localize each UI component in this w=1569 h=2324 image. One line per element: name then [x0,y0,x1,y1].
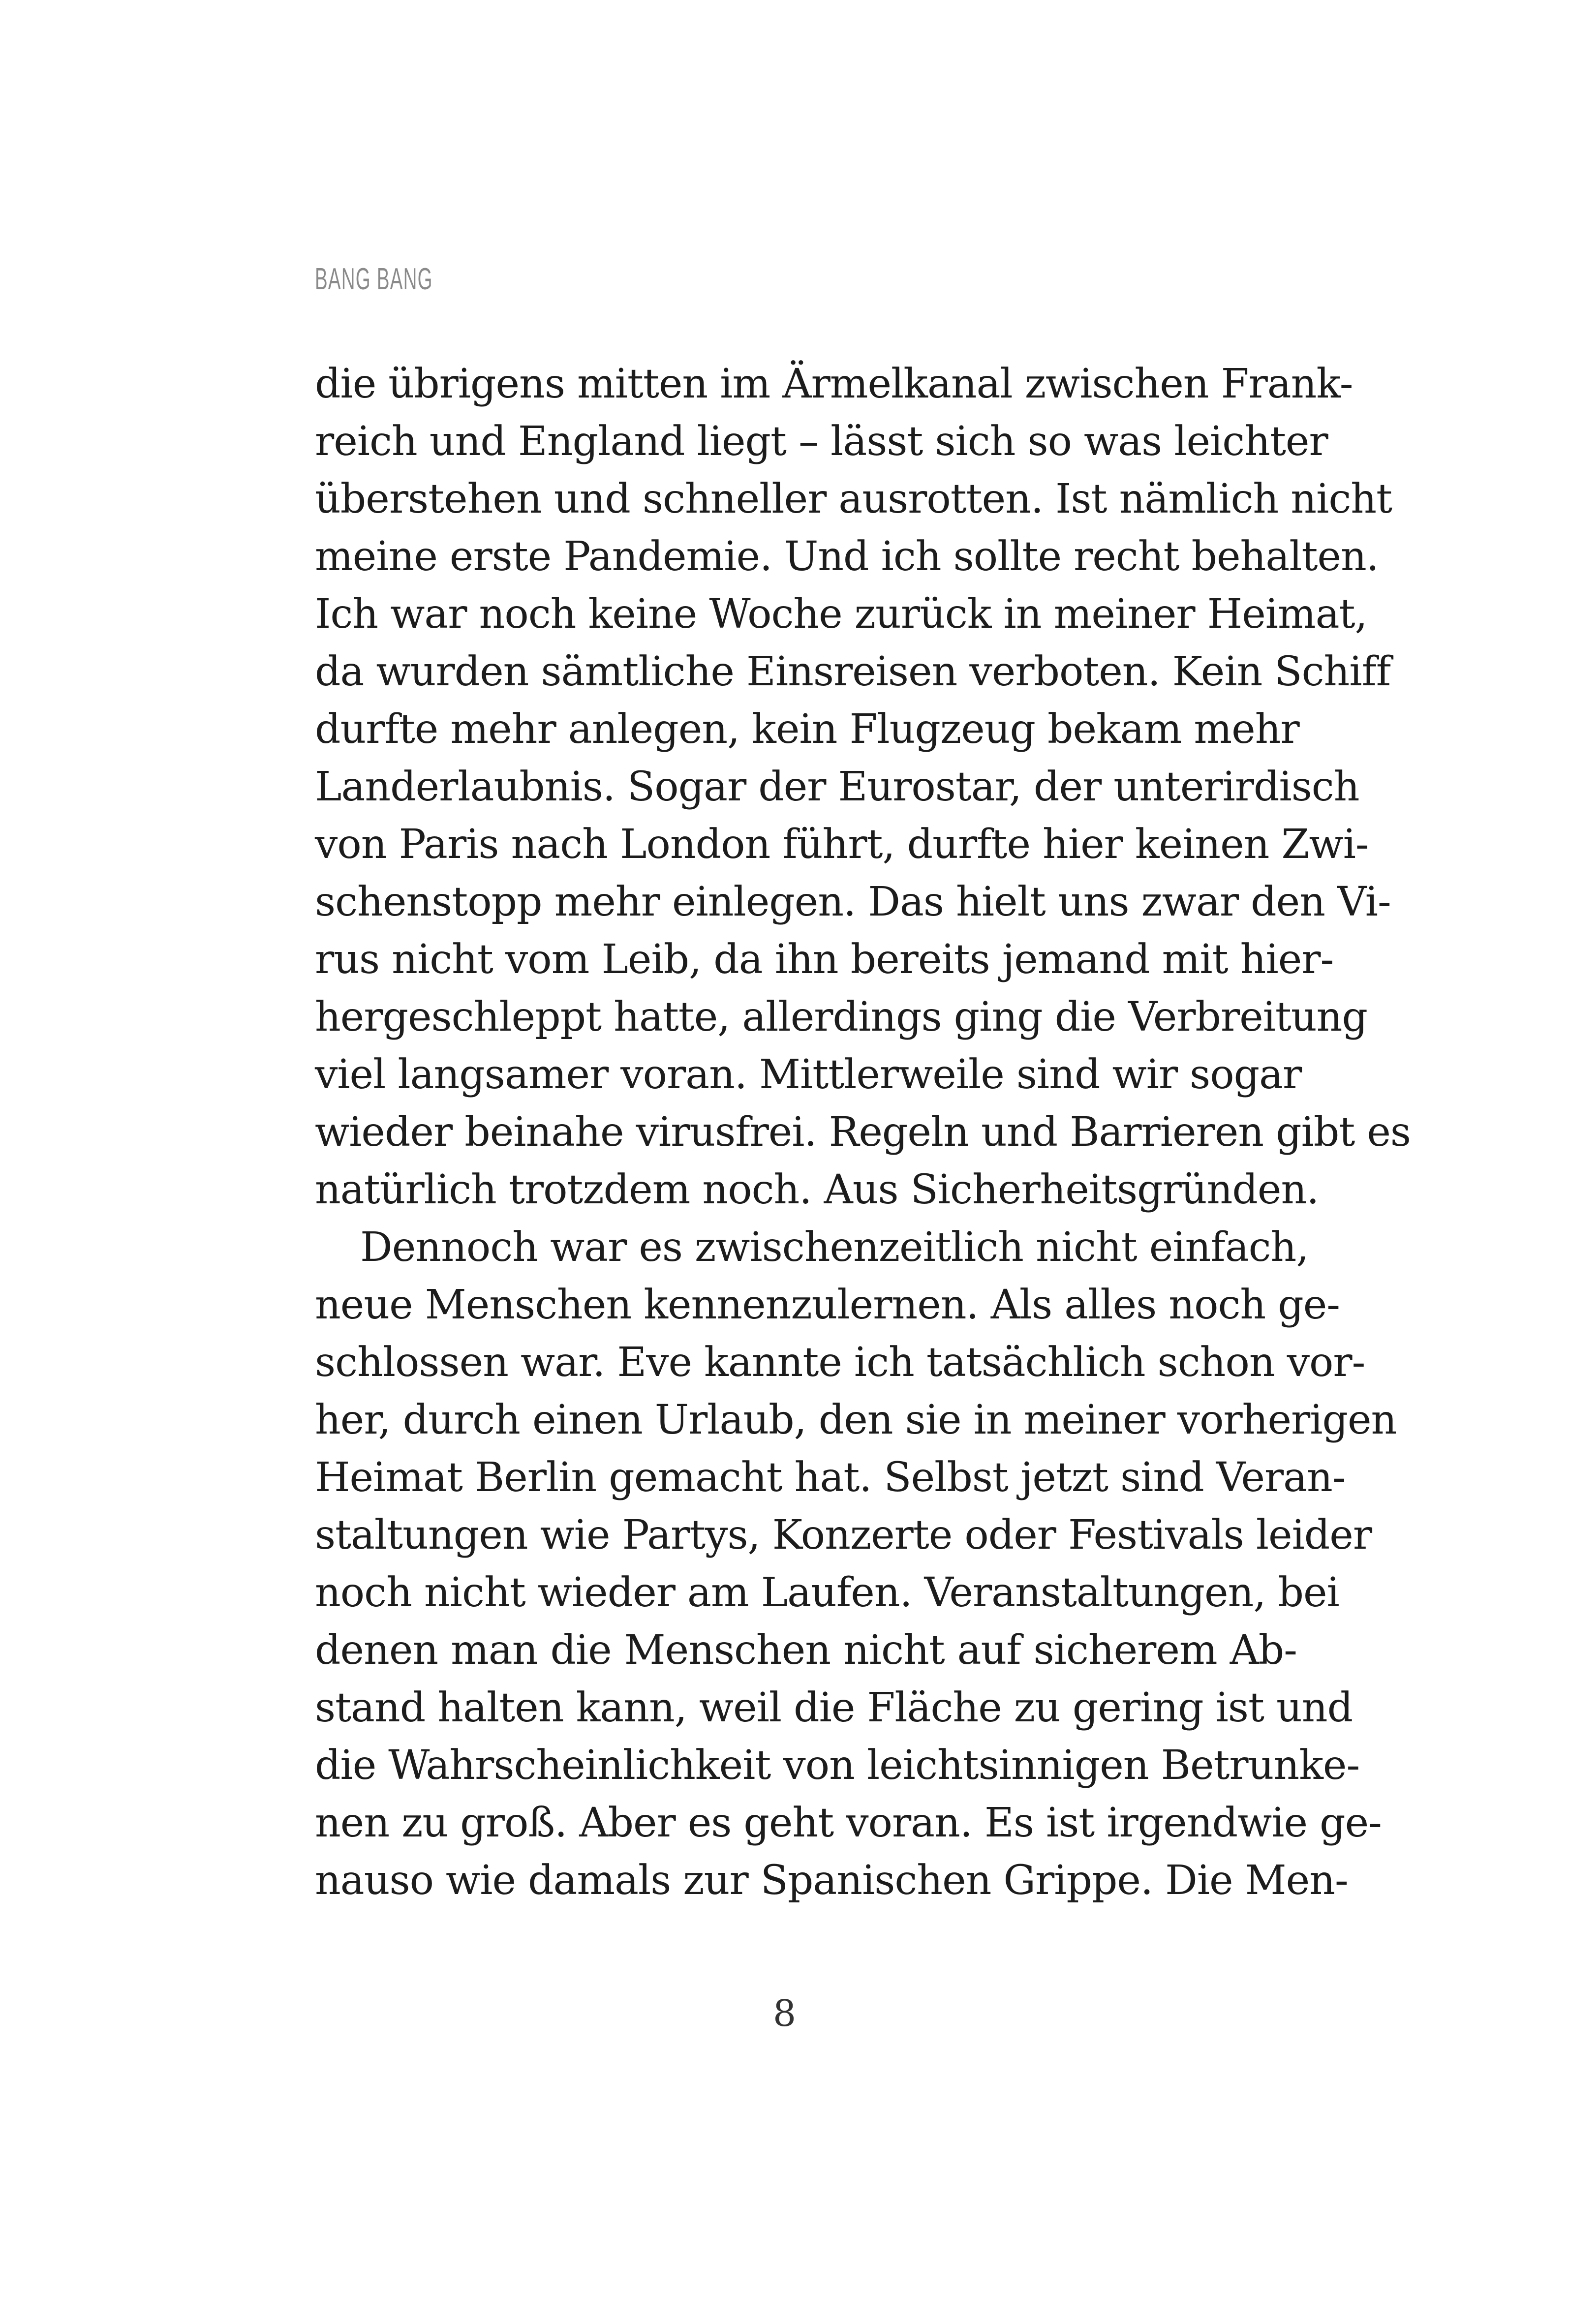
page-number: 8 [772,1992,797,2035]
text-line: da wurden sämtliche Einsreisen verboten. Kein Schiff [315,648,1391,695]
text-line: stand halten kann, weil die Fläche zu gering ist und [315,1684,1353,1731]
text-line: rus nicht vom Leib, da ihn bereits jemand mit hier- [315,936,1334,983]
paragraph-last-line: natürlich trotzdem noch. Aus Sicherheitsgründen. [315,1166,1319,1213]
text-line: überstehen und schneller ausrotten. Ist nämlich nicht [315,476,1392,522]
text-line: meine erste Pandemie. Und ich sollte recht behalten. [315,533,1379,580]
text-line: hergeschleppt hatte, allerdings ging die Verbreitung [315,994,1367,1040]
text-line: Landerlaubnis. Sogar der Eurostar, der unterirdisch [315,764,1359,810]
text-line: staltungen wie Partys, Konzerte oder Festivals leider [315,1512,1372,1559]
text-line: die Wahrscheinlichkeit von leichtsinnigen Betrunke- [315,1742,1360,1789]
text-line: her, durch einen Urlaub, den sie in meiner vorherigen [315,1397,1397,1443]
text-line: nauso wie damals zur Spanischen Grippe. Die Men- [315,1857,1348,1904]
text-line: durfte mehr anlegen, kein Flugzeug bekam mehr [315,706,1299,753]
running-head: BANG BANG [315,262,433,296]
text-line: Ich war noch keine Woche zurück in meiner Heimat, [315,591,1367,638]
text-line: von Paris nach London führt, durfte hier keinen Zwi- [315,821,1369,868]
text-line: neue Menschen kennenzulernen. Als alles noch ge- [315,1282,1340,1328]
text-line: die übrigens mitten im Ärmelkanal zwischen Frank- [315,361,1353,407]
text-line: schlossen war. Eve kannte ich tatsächlich schon vor- [315,1339,1365,1386]
text-line: noch nicht wieder am Laufen. Veranstaltungen, bei [315,1569,1339,1616]
text-line: schenstopp mehr einlegen. Das hielt uns zwar den Vi- [315,879,1391,925]
text-line: nen zu groß. Aber es geht voran. Es ist irgendwie ge- [315,1800,1382,1846]
text-line: Heimat Berlin gemacht hat. Selbst jetzt sind Veran- [315,1454,1346,1501]
paragraph-first-line: Dennoch war es zwischenzeitlich nicht einfach, [360,1224,1309,1271]
text-line: viel langsamer voran. Mittlerweile sind wir sogar [315,1051,1302,1098]
body-text [315,355,1411,1909]
text-line: denen man die Menschen nicht auf sicherem Ab- [315,1627,1297,1674]
text-line: wieder beinahe virusfrei. Regeln und Barrieren gibt es [315,1109,1411,1156]
text-line: reich und England liegt – lässt sich so was leichter [315,418,1328,465]
